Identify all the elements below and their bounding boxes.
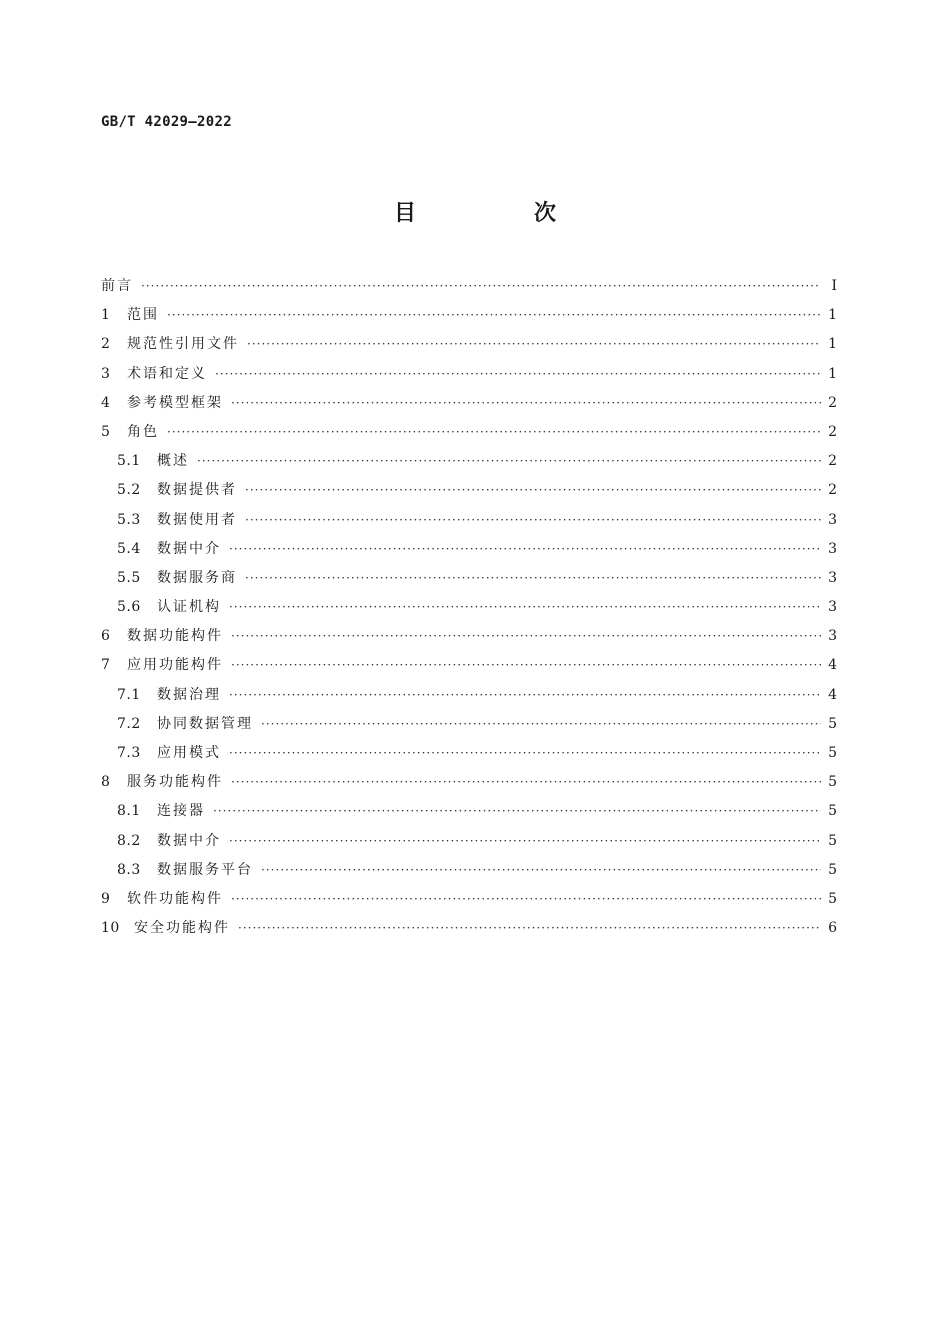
toc-entry-number: 5.6 [117,599,141,616]
toc-entry-4[interactable] [101,389,837,418]
toc-leader-dots [245,564,821,593]
toc-leader-dots [141,272,821,301]
toc-entry-page: 2 [828,482,837,499]
toc-leader-dots [167,418,821,447]
toc-entry-number: 7.2 [117,715,141,732]
toc-entry-number: 8.2 [117,832,141,849]
toc-leader-dots [229,827,821,856]
toc-title: 目 次 [393,201,604,226]
toc-entry-label: 应用功能构件 [127,657,223,674]
toc-entry-5-3[interactable] [101,506,837,535]
toc-leader-dots [245,506,821,535]
toc-entry-page: 3 [828,540,837,557]
toc-entry-number: 7.1 [117,686,141,703]
toc-entry-number: 5.2 [117,482,141,499]
toc-leader-dots [231,885,821,914]
toc-entry-page: 5 [828,745,837,761]
toc-entry-number: 8.3 [117,861,141,878]
toc-entry-number: 2 [101,336,111,353]
toc-leader-dots [215,360,821,389]
toc-entry-8[interactable] [101,768,837,797]
toc-entry-number: 1 [101,307,111,324]
toc-entry-page: 4 [828,686,837,703]
toc-leader-dots [231,651,821,680]
toc-entry-label: 范围 [127,307,159,324]
toc-entry-7-2[interactable] [101,710,837,739]
toc-entry-6[interactable] [101,622,837,651]
toc-entry-10[interactable] [101,914,837,943]
toc-entry-5-5[interactable] [101,564,837,593]
toc-entry-number: 7 [101,657,111,674]
toc-entry-1[interactable] [101,301,837,330]
toc-entry-label: 数据提供者 [157,482,237,499]
toc-entry-label: 服务功能构件 [127,774,223,791]
toc-entry-number: 8 [101,774,111,791]
toc-entry-label: 认证机构 [157,599,221,616]
toc-entry-label: 连接器 [157,803,205,820]
toc-leader-dots [245,476,821,505]
toc-entry-page: 2 [828,423,837,440]
toc-entry-page: 1 [828,336,837,353]
toc-entry-5[interactable] [101,418,837,447]
toc-entry-number: 9 [101,890,111,907]
toc-leader-dots [247,330,821,359]
toc-entry-page: 5 [828,861,837,878]
toc-entry-5-2[interactable] [101,476,837,505]
toc-entry-number: 5.4 [117,540,141,557]
toc-entry-page: 6 [828,920,837,937]
toc-entry-label: 数据中介 [157,540,221,557]
toc-entry-5-1[interactable] [101,447,837,476]
table-of-contents [101,272,837,943]
toc-leader-dots [167,301,821,330]
toc-entry-9[interactable] [101,885,837,914]
toc-entry-number: 4 [101,394,111,411]
toc-leader-dots [231,389,821,418]
toc-leader-dots [231,768,821,797]
toc-entry-label: 数据治理 [157,686,221,703]
toc-entry-8-1[interactable] [101,797,837,826]
toc-entry-page: 2 [828,453,837,470]
toc-leader-dots [197,447,821,476]
toc-entry-page: 1 [828,307,837,324]
toc-entry-page: 2 [828,394,837,411]
toc-entry-5-4[interactable] [101,535,837,564]
toc-entry-label: 应用模式 [157,745,221,761]
toc-entry-7-3[interactable] [101,739,837,768]
toc-entry-number: 7.3 [117,745,141,761]
toc-entry-label: 软件功能构件 [127,890,223,907]
toc-entry-label: 安全功能构件 [134,920,230,937]
toc-entry-page: 3 [828,628,837,645]
toc-entry-label: 数据服务商 [157,569,237,586]
toc-entry-page: 5 [828,774,837,791]
toc-leader-dots [231,622,821,651]
toc-entry-number: 5.5 [117,569,141,586]
toc-entry-label: 数据使用者 [157,511,237,528]
toc-entry-label: 参考模型框架 [127,394,223,411]
toc-leader-dots [238,914,821,943]
toc-leader-dots [213,797,821,826]
toc-entry-number: 6 [101,628,111,645]
toc-entry-7[interactable] [101,651,837,680]
toc-entry-page: 3 [828,511,837,528]
toc-leader-dots [261,856,821,885]
toc-entry-page: 5 [828,803,837,820]
toc-entry-page: 5 [828,832,837,849]
toc-entry-2[interactable] [101,330,837,359]
toc-entry-label: 数据功能构件 [127,628,223,645]
toc-entry-page: 3 [828,599,837,616]
toc-leader-dots [229,535,821,564]
toc-entry-number: 5.1 [117,453,141,470]
toc-entry-page: 5 [828,890,837,907]
toc-entry-label: 前言 [101,278,133,294]
toc-entry-foreword[interactable] [101,272,837,301]
toc-entry-number: 5.3 [117,511,141,528]
toc-entry-number: 3 [101,365,111,382]
toc-entry-label: 协同数据管理 [157,715,253,732]
toc-leader-dots [229,739,821,768]
toc-entry-page: Ⅰ [831,278,837,294]
toc-entry-page: 1 [828,365,837,382]
toc-entry-number: 8.1 [117,803,141,820]
toc-entry-label: 术语和定义 [127,365,207,382]
toc-leader-dots [261,710,821,739]
toc-entry-7-1[interactable] [101,681,837,710]
toc-entry-label: 数据中介 [157,832,221,849]
toc-entry-label: 角色 [127,423,159,440]
toc-entry-8-3[interactable] [101,856,837,885]
toc-entry-3[interactable] [101,360,837,389]
toc-entry-label: 数据服务平台 [157,861,253,878]
toc-entry-page: 4 [828,657,837,674]
toc-entry-5-6[interactable] [101,593,837,622]
toc-entry-page: 5 [828,715,837,732]
toc-entry-page: 3 [828,569,837,586]
toc-entry-label: 概述 [157,453,189,470]
toc-leader-dots [229,593,821,622]
toc-entry-number: 10 [101,920,120,937]
standard-code: GB/T 42029—2022 [101,114,232,130]
toc-entry-label: 规范性引用文件 [127,336,239,353]
toc-entry-number: 5 [101,423,111,440]
toc-leader-dots [229,681,821,710]
toc-entry-8-2[interactable] [101,827,837,856]
